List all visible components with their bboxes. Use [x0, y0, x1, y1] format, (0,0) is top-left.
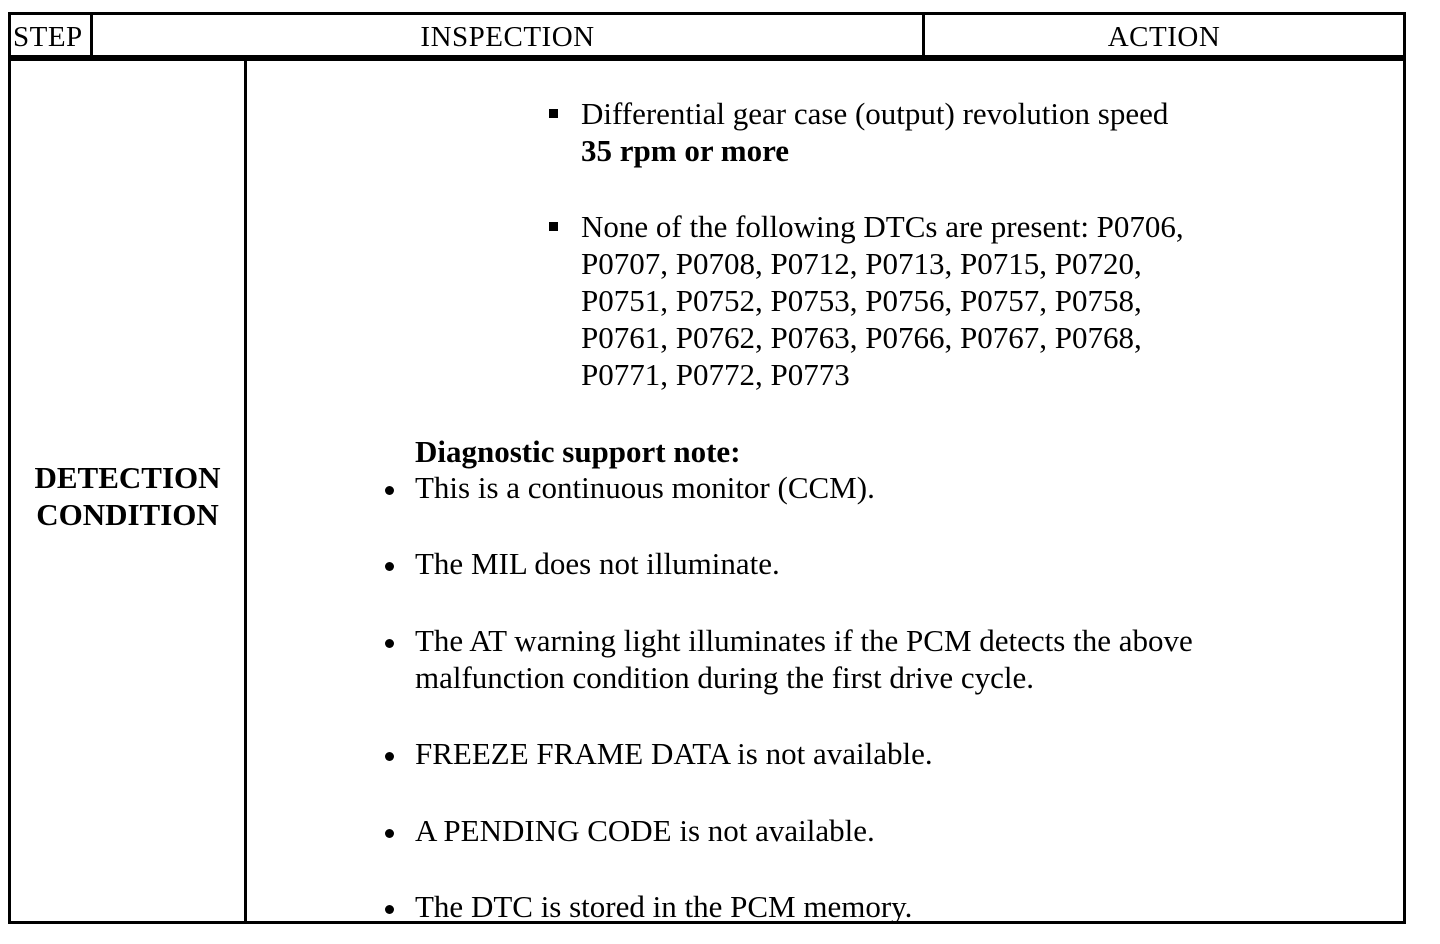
- condition-text: Differential gear case (output) revolution speed: [581, 96, 1169, 131]
- header-step: STEP: [11, 15, 93, 55]
- condition-text: None of the following DTCs are present: P0706,: [581, 209, 1184, 244]
- note-title: Diagnostic support note:: [415, 434, 741, 469]
- condition-threshold: 35 rpm or more: [581, 133, 790, 168]
- note-text: This is a continuous monitor (CCM).: [415, 470, 875, 505]
- note-item: [415, 812, 1315, 849]
- step-label: [11, 459, 244, 533]
- note-item: [415, 888, 1315, 925]
- bullet-icon: [385, 829, 394, 838]
- note-item: [415, 622, 1315, 696]
- bullet-icon: [385, 752, 394, 761]
- condition-item: [581, 95, 1281, 169]
- square-bullet-icon: [549, 222, 558, 231]
- note-text: The DTC is stored in the PCM memory.: [415, 889, 913, 924]
- note-text: The MIL does not illuminate.: [415, 546, 780, 581]
- table-header-row: [8, 12, 1406, 58]
- condition-text: P0761, P0762, P0763, P0766, P0767, P0768,: [581, 320, 1142, 355]
- header-action: ACTION: [1107, 21, 1221, 53]
- note-item: [415, 735, 1315, 772]
- bullet-icon: [385, 486, 394, 495]
- header-inspection: INSPECTION: [93, 15, 925, 55]
- bullet-icon: [385, 639, 394, 648]
- condition-text: P0751, P0752, P0753, P0756, P0757, P0758,: [581, 283, 1142, 318]
- note-text: A PENDING CODE is not available.: [415, 813, 875, 848]
- condition-item: [581, 208, 1281, 393]
- note-text: malfunction condition during the first drive cycle.: [415, 660, 1034, 695]
- step-label-line2: CONDITION: [36, 497, 219, 532]
- note-item: [415, 545, 1315, 582]
- bullet-icon: [385, 905, 394, 914]
- condition-text: P0771, P0772, P0773: [581, 357, 850, 392]
- inspection-cell: [247, 61, 1403, 924]
- step-label-line1: DETECTION: [34, 460, 221, 495]
- condition-text: P0707, P0708, P0712, P0713, P0715, P0720,: [581, 246, 1142, 281]
- table-row: [8, 58, 1406, 924]
- note-text: FREEZE FRAME DATA is not available.: [415, 736, 933, 771]
- note-text: The AT warning light illuminates if the PCM detects the above: [415, 623, 1193, 658]
- bullet-icon: [385, 562, 394, 571]
- step-cell: [11, 61, 247, 921]
- square-bullet-icon: [549, 109, 558, 118]
- dtc-procedure-table: [8, 12, 1406, 924]
- note-item: [415, 469, 1315, 506]
